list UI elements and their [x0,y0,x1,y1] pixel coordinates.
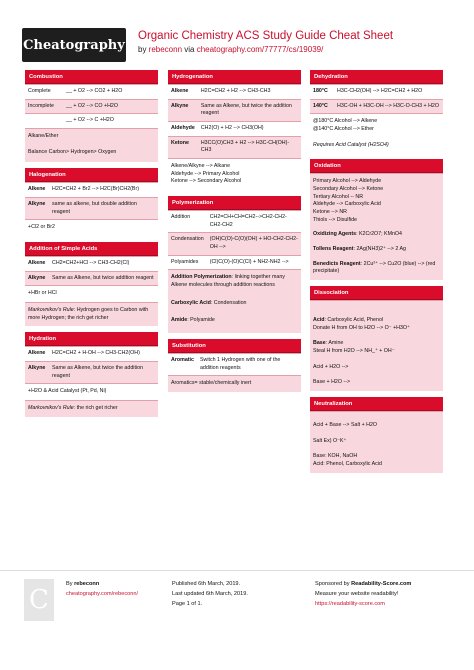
row-value: Same as Alkene, but twice addition reagent [49,271,158,285]
row-value: Switch 1 Hydrogen with one of the addition reagents [197,354,301,376]
row-value: H3C-CH2(OH) --> H2C=CH2 + H2O [334,85,443,100]
hydrogenation-table [168,84,301,158]
term: Amide [171,317,188,324]
by-prefix: by [138,45,149,54]
neutralization-content [310,411,443,473]
sponsor-line [315,579,411,589]
by-label: By [66,581,75,587]
substitution-note: Aromatics= stable/chemically inert [168,375,301,392]
row-value: __ + O2 --> CO +H2O [63,99,158,114]
acid-equation: Acid + H2O --> [313,363,349,370]
row-key: Condensation [168,233,207,255]
section-combustion [25,70,158,162]
acids-note: +HBr or HCl [25,285,158,302]
section-hydrogenation [168,70,301,190]
neutralization-equation: Acid + Base --> Salt + H2O [313,422,378,429]
row-key: Alkyne [25,198,49,220]
author-name: rebeconn [74,581,100,587]
section-title: Dehydration [310,70,443,84]
oxidation-list [310,173,443,280]
summary-line: Alkene/Alkyne --> Alkane [171,163,231,170]
term: Benedicts Reagent [313,260,361,267]
section-dissociation [310,286,443,391]
badge-letter: C [29,585,49,615]
term: Oxidizing Agents [313,231,357,238]
page-title: Organic Chemistry ACS Study Guide Cheat Sheet [138,30,394,42]
page-byline [138,45,323,54]
definition: : 2Ag(NH3)2⁺ --> 2 Ag [353,246,406,253]
section-hydration [25,332,158,416]
oxidation-line: Ketone --> NR [313,209,348,216]
section-neutralization [310,397,443,473]
sponsor-link[interactable]: https://readability-score.com [315,601,385,607]
base-def [313,340,440,348]
oxidation-line: Aldehyde --> Carboxylic Acid [313,201,381,208]
definition: : 2Cu²⁺ --> Cu2O (blue) --> (red precipitate) [313,260,436,275]
row-key: Incomplete [25,99,63,114]
dehydration-summary [310,113,443,153]
row-key: 140°C [310,99,334,113]
row-key: Alkyne [25,362,49,384]
summary-line: Aldehyde --> Primary Alcohol [171,170,240,177]
combustion-table [25,84,158,128]
halogenation-note: +Cl2 or Br2 [25,219,158,236]
alkane-ether-note: Alkane/Ether [25,128,158,145]
definition: : K2Cr2O7; KMnO4 [356,231,403,238]
salt-example: Salt Ex) O⁻K⁺ [313,437,347,444]
oxidation-line: Tertiary Alcohol -- NR [313,193,364,200]
row-value: Same as Alkene, but twice the addition reagent [198,99,301,121]
acids-table [25,256,158,285]
amide-note [168,311,301,333]
sponsor-tagline: Measure your website readability! [315,591,399,597]
row-key: Alkene [25,257,49,272]
term: Carboxylic Acid [171,299,211,306]
rule-name: Markovnikov's Rule [28,405,74,412]
column-2 [168,70,301,398]
oxidation-line: Primary Alcohol --> Aldehyde [313,178,382,185]
row-value: __ + O2 --> C +H2O [63,114,158,128]
row-key: Aldehyde [168,122,198,137]
benedicts-reagent [313,261,440,276]
base-mechanism: Steal H from H2O --> NH_⁺ + OH⁻ [313,348,395,355]
row-value: CH2(O) + H2 --> CH3(OH) [198,122,301,137]
definition: : Polyamide [187,317,215,324]
summary-line: @140°C Alcohol --> Ether [313,126,374,133]
row-value: H2C=CH2 + H-OH --> CH3-CH2(OH) [49,347,158,362]
row-value: (OH)C(O)-C(O)(OH) + HO-CH2-CH2-OH --> [207,233,301,255]
section-title: Hydrogenation [168,70,301,84]
section-title: Oxidation [310,159,443,173]
row-value: H2C=CH2 + H2 --> CH3-CH3 [198,85,301,100]
definition: : linking together many Alkene molecules through addition reactions [171,274,285,289]
sheet-url-link[interactable]: cheatography.com/77777/cs/19039/ [196,45,324,54]
row-key: Alkene [168,85,198,100]
section-title: Dissociation [310,286,443,300]
footer-sponsor [315,579,411,609]
row-value: H3CC(O)CH3 + H2 --> H3C-CH(OH)-CH3 [198,136,301,158]
section-title: Substitution [168,339,301,353]
section-substitution [168,339,301,392]
section-title: Neutralization [310,397,443,411]
row-value: CH2=CH+CH=CH2-->CH2-CH2-CH2-CH2 [207,211,301,233]
definition: : Carboxylic Acid, Phenol [324,317,384,324]
hydration-note: +H2O & Acid Catalyst (Pt, Pd, Ni) [25,383,158,400]
acid-def [313,317,440,325]
acid-examples: Acid: Phenol, Carboxylic Acid [313,461,382,468]
row-value: CH2=CH2+HCl --> CH3-CH2(Cl) [49,257,158,272]
requirement-note: Requires Acid Catalyst (H2SO4) [313,141,389,148]
term: Addition Polymerization [171,274,232,281]
term: Acid [313,317,325,324]
section-title: Halogenation [25,168,158,182]
page-number: Page 1 of 1. [172,601,203,607]
markovnikov-rule [25,302,158,326]
section-simple-acids [25,242,158,326]
sponsor-name[interactable]: Readability-Score.com [351,581,412,587]
column-1 [25,70,158,423]
author-link[interactable]: rebeconn [148,45,183,54]
rule-text: : Hydrogen goes to Carbon with more Hydrogen; the rich get richer [28,307,149,321]
acid-mechanism: Donate H from OH to H2O --> O⁻ +H3O⁺ [313,324,410,331]
dissociation-content [310,300,443,391]
summary-line: Ketone --> Secondary Alcohol [171,178,242,185]
cheatography-badge [24,579,54,621]
rule-name: Markovnikov's Rule [28,307,74,314]
row-key: 180°C [310,85,334,100]
author-profile-link[interactable]: cheatography.com/rebeconn/ [66,591,139,597]
section-polymerization [168,196,301,333]
published-date: Published 6th March, 2019. [172,581,241,587]
row-key: Addition [168,211,207,233]
rule-text: : the rich get richer [73,405,118,412]
row-value: H3C-OH + H3C-OH --> H3C-O-CH3 + H2O [334,99,443,113]
term: Tollens Reagent [313,246,354,253]
row-key [25,114,63,128]
definition: : Amine [325,340,344,347]
section-oxidation [310,159,443,280]
base-equation: Base + H2O --> [313,379,351,386]
row-value: Same as Alkene, but twice the addition reagent [49,362,158,384]
definition: : Condensation [210,299,247,306]
sponsor-prefix: Sponsored by [315,581,352,587]
oxidation-line: Thiols --> Disulfide [313,216,358,223]
section-title: Polymerization [168,196,301,210]
halogenation-table [25,182,158,219]
row-key: Complete [25,85,63,100]
dehydration-table [310,84,443,113]
section-title: Addition of Simple Acids [25,242,158,256]
section-halogenation [25,168,158,236]
hydrogenation-summary [168,158,301,190]
column-3 [310,70,443,479]
tollens-reagent [313,246,440,254]
polymerization-table [168,210,301,269]
markovnikov-rule [25,400,158,417]
row-key: Alkene [25,183,49,198]
author-line [66,579,138,589]
section-title: Hydration [25,332,158,346]
page-header [0,0,474,60]
row-key: Alkyne [25,271,49,285]
row-value: __ + O2 --> CO2 + H2O [63,85,158,100]
summary-line: @180°C Alcohol --> Alkene [313,118,378,125]
page-footer [0,570,474,670]
section-dehydration [310,70,443,153]
row-key: Aromatic [168,354,197,376]
balance-note: Balance Carbon> Hydrogen> Oxygen [25,145,158,163]
substitution-table [168,353,301,375]
row-value: same as alkene, but double addition reagent [49,198,158,220]
cheatography-logo[interactable]: Cheatography [22,28,126,62]
row-value: H2C=CH2 + Br2 --> H2C(Br)CH2(Br) [49,183,158,198]
row-key: Ketone [168,136,198,158]
addition-polymerization-note [168,269,301,293]
carboxylic-acid-note [168,294,301,312]
updated-date: Last updated 6th March, 2019. [172,591,248,597]
oxidizing-agents [313,231,440,239]
hydration-table [25,346,158,383]
footer-dates [172,579,248,609]
row-key: Polyamides [168,255,207,269]
term: Base [313,340,326,347]
row-value: (Cl)C(O)-(O)C(Cl) + NH2-NH2 --> [207,255,301,269]
section-title: Combustion [25,70,158,84]
row-key: Alkene [25,347,49,362]
footer-author [66,579,138,599]
row-key: Alkyne [168,99,198,121]
oxidation-line: Secondary Alcohol --> Ketone [313,186,384,193]
base-examples: Base: KOH, NaOH [313,453,358,460]
via-text: via [182,45,197,54]
